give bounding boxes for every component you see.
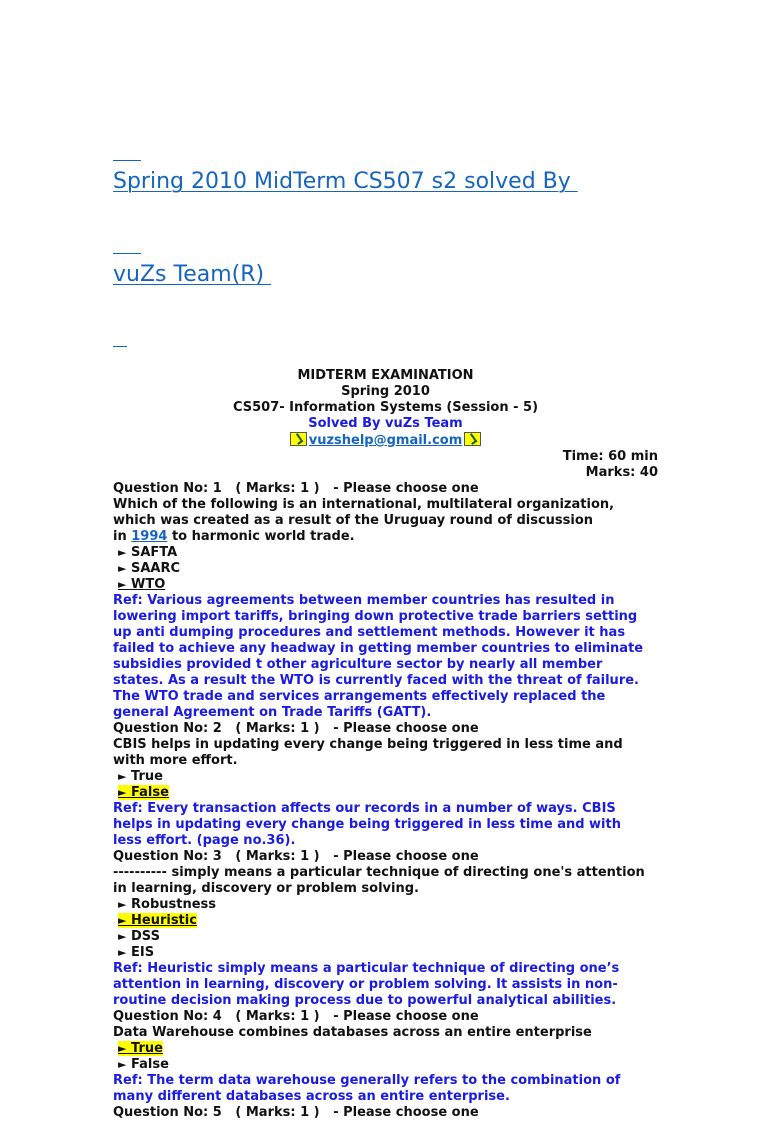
exam-term: Spring 2010	[341, 384, 430, 399]
reference-line: Ref: Every transaction affects our records in a number of ways. CBIS	[113, 801, 616, 816]
question-text-part: to harmonic world trade.	[167, 529, 355, 544]
triangle-icon: ►	[118, 1042, 127, 1055]
email-icon	[290, 432, 307, 446]
exam-header	[113, 368, 658, 432]
triangle-icon: ►	[118, 770, 127, 783]
reference-line: The WTO trade and services arrangements effectively replaced the	[113, 689, 606, 704]
reference-line: subsidies provided t other agriculture sector by nearly all member	[113, 657, 603, 672]
option-label: False	[131, 785, 169, 800]
question-text: with more effort.	[113, 753, 238, 768]
option-label: True	[131, 1041, 163, 1056]
document-title[interactable]	[113, 104, 658, 352]
option-correct	[113, 785, 658, 801]
option-label: EIS	[131, 945, 155, 960]
question-head: Question No: 2 ( Marks: 1 ) - Please choose one	[113, 721, 479, 736]
reference	[113, 593, 658, 721]
question-text: in learning, discovery or problem solving.	[113, 881, 419, 896]
reference-line: attention in learning, discovery or problem solving. It assists in non-	[113, 977, 618, 992]
triangle-icon: ►	[118, 786, 127, 799]
reference-line: less effort. (page no.36).	[113, 833, 296, 848]
option-label: SAFTA	[131, 545, 178, 560]
reference	[113, 961, 658, 1009]
reference-line: failed to achieve any headway in getting member countries to eliminate	[113, 641, 644, 656]
question-text: ---------- simply means a particular technique of directing one's attention	[113, 865, 645, 880]
triangle-icon: ►	[118, 930, 127, 943]
question-text: Data Warehouse combines databases across an entire enterprise	[113, 1025, 592, 1040]
question-text: which was created as a result of the Uruguay round of discussion	[113, 513, 594, 528]
triangle-icon: ►	[118, 898, 127, 911]
option-correct	[113, 913, 658, 929]
reference-line: routine decision making process due to powerful analytical abilities.	[113, 993, 617, 1008]
exam-marks: Marks: 40	[585, 465, 658, 480]
triangle-icon: ►	[118, 914, 127, 927]
year-link[interactable]: 1994	[131, 529, 168, 544]
option-label: SAARC	[131, 561, 181, 576]
option-correct	[113, 1041, 658, 1057]
option-label: Robustness	[131, 897, 217, 912]
question-text	[113, 529, 658, 545]
triangle-icon: ►	[118, 1058, 127, 1071]
title-line-2[interactable]: vuZs Team(R)	[113, 262, 272, 287]
reference-line: helps in updating every change being triggered in less time and with	[113, 817, 621, 832]
option-label: True	[131, 769, 163, 784]
document-page	[113, 104, 658, 1121]
reference	[113, 1073, 658, 1105]
option-label: WTO	[131, 577, 166, 592]
question-head: Question No: 3 ( Marks: 1 ) - Please choose one	[113, 849, 479, 864]
triangle-icon: ►	[118, 546, 127, 559]
exam-time: Time: 60 min	[562, 449, 658, 464]
question-head: Question No: 5 ( Marks: 1 ) - Please choose one	[113, 1105, 479, 1120]
email-link[interactable]: vuzshelp@gmail.com	[308, 433, 463, 448]
reference-line: Ref: Various agreements between member countries has resulted in	[113, 593, 615, 608]
title-line-1[interactable]: Spring 2010 MidTerm CS507 s2 solved By	[113, 169, 578, 194]
reference-line: Ref: Heuristic simply means a particular technique of directing one’s	[113, 961, 620, 976]
option-label: DSS	[131, 929, 160, 944]
option-label: False	[131, 1057, 169, 1072]
reference-line: lowering import tariffs, bringing down protective trade barriers setting	[113, 609, 638, 624]
triangle-icon: ►	[118, 562, 127, 575]
reference-line: states. As a result the WTO is currently faced with the threat of failure.	[113, 673, 639, 688]
question-text-part: in	[113, 529, 132, 544]
option	[113, 545, 658, 561]
email-row	[113, 432, 658, 449]
exam-heading: MIDTERM EXAMINATION	[297, 368, 474, 383]
triangle-icon: ►	[118, 946, 127, 959]
option	[113, 897, 658, 913]
question-head: Question No: 4 ( Marks: 1 ) - Please choose one	[113, 1009, 479, 1024]
solved-by: Solved By vuZs Team	[308, 416, 463, 431]
option	[113, 929, 658, 945]
email-icon	[464, 432, 481, 446]
triangle-icon: ►	[118, 578, 127, 591]
question-head: Question No: 1 ( Marks: 1 ) - Please choose one	[113, 481, 479, 496]
course-name: CS507- Information Systems (Session - 5)	[232, 400, 539, 415]
reference-line: general Agreement on Trade Tariffs (GATT).	[113, 705, 432, 720]
questions	[113, 481, 658, 1121]
option	[113, 1057, 658, 1073]
reference-line: up anti dumping procedures and settlement methods. However it has	[113, 625, 626, 640]
option-label: Heuristic	[131, 913, 197, 928]
question-text: Which of the following is an international, multilateral organization,	[113, 497, 615, 512]
option	[113, 945, 658, 961]
option	[113, 769, 658, 785]
option-correct	[113, 577, 658, 593]
option	[113, 561, 658, 577]
question-text: CBIS helps in updating every change being triggered in less time and	[113, 737, 623, 752]
reference	[113, 801, 658, 849]
reference-line: Ref: The term data warehouse generally refers to the combination of	[113, 1073, 621, 1088]
reference-line: many different databases across an entire enterprise.	[113, 1089, 510, 1104]
